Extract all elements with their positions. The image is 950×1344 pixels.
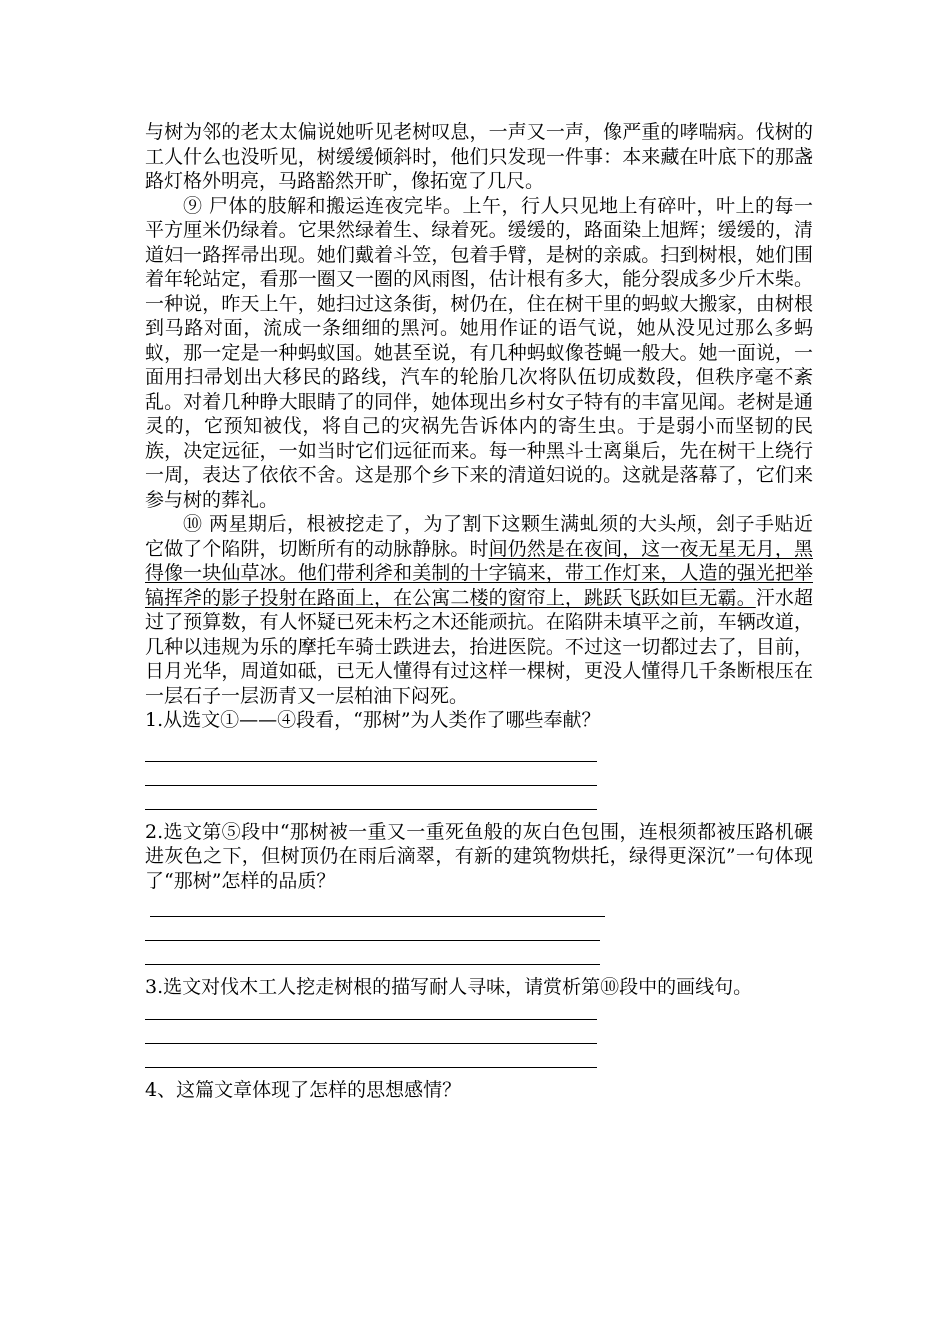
answer-line[interactable] [145,809,597,810]
answer-line[interactable] [145,761,597,762]
answer-line[interactable] [145,1043,597,1044]
paragraph-10-text-end: 汗水超过了预算数，有人怀疑已死未朽之木还能顽抗。在陷阱未填平之前，车辆改道，几种以违规为乐的摩托车骑士跌进去，抬进医院。不过这一切都过去了，目前，日月光华，周道如砥，已无人懂得有过这样一棵树，更没人懂得几千条断根压在一层石子一层沥青又一层柏油下闷死。 [145,586,813,707]
question-3: 3.选文对伐木工人挖走树根的描写耐人寻味，请赏析第⑩段中的画线句。 [145,976,753,998]
answer-line[interactable] [145,785,597,786]
paragraph-10-text-start: ⑩ 两星期后，根被挖走了，为了割下这颗生满虬须的大头颅，刽子手贴近它做了个陷阱，切断所有的动脉静脉。时 [145,513,813,560]
answer-line[interactable] [145,1067,597,1068]
worksheet-page [145,120,813,1102]
answer-line[interactable] [145,1019,597,1020]
answer-lines-1 [145,761,813,810]
question-2: 2.选文第⑤段中“那树被一重又一重死鱼般的灰白色包围，连根须都被压路机碾进灰色之下，但树顶仍在雨后滴翠，有新的建筑物烘托，绿得更深沉”一句体现了“那树”怎样的品质？ [145,820,813,892]
underlined-sentence: 间仍然是在夜间，这一夜无星无月，黑得像一块仙草冰。他们带利斧和美制的十字镐来，带工作灯来，人造的强光把举镐挥斧的影子投射在路面上，在公寓二楼的窗帘上，跳跃飞跃如巨无霸。 [145,537,813,609]
question-1: 1.从选文①——④段看，“那树”为人类作了哪些奉献？ [145,709,601,731]
answer-lines-2 [145,916,813,965]
passage-paragraph-intro: 与树为邻的老太太偏说她听见老树叹息，一声又一声，像严重的哮喘病。伐树的工人什么也没听见，树缓缓倾斜时，他们只发现一件事：本来藏在叶底下的那盏路灯格外明亮，马路豁然开旷，像拓宽了几尺。 [145,121,813,192]
answer-lines-3 [145,1019,813,1068]
question-4: 4、这篇文章体现了怎样的思想感情？ [145,1078,462,1101]
passage-paragraph-10 [145,512,813,708]
answer-line[interactable] [150,916,605,917]
passage-paragraph-9: ⑨ 尸体的肢解和搬运连夜完毕。上午，行人只见地上有碎叶，叶上的每一平方厘米仍绿着。它果然绿着生、绿着死。缓缓的，路面染上旭辉；缓缓的，清道妇一路挥帚出现。她们戴着斗笠，包着手臂，是树的亲戚。扫到树根，她们围着年轮站定，看那一圈又一圈的风雨图，估计根有多大，能分裂成多少斤木柴。一种说，昨天上午，她扫过这条街，树仍在，住在树干里的蚂蚁大搬家，由树根到马路对面，流成一条细细的黑河。她用作证的语气说，她从没见过那么多蚂蚁，那一定是一种蚂蚁国。她甚至说，有几种蚂蚁像苍蝇一般大。她一面说，一面用扫帚划出大移民的路线，汽车的轮胎几次将队伍切成数段，但秩序毫不紊乱。对着几种睁大眼睛了的同伴，她体现出乡村女子特有的丰富见闻。老树是通灵的，它预知被伐，将自己的灾祸先告诉体内的寄生虫。于是弱小而坚韧的民族，决定远征，一如当时它们远征而来。每一种黑斗士离巢后，先在树干上绕行一周，表达了依依不舍。这是那个乡下来的清道妇说的。这就是落幕了，它们来参与树的葬礼。 [145,194,813,511]
answer-line[interactable] [145,940,600,941]
answer-line[interactable] [145,964,600,965]
